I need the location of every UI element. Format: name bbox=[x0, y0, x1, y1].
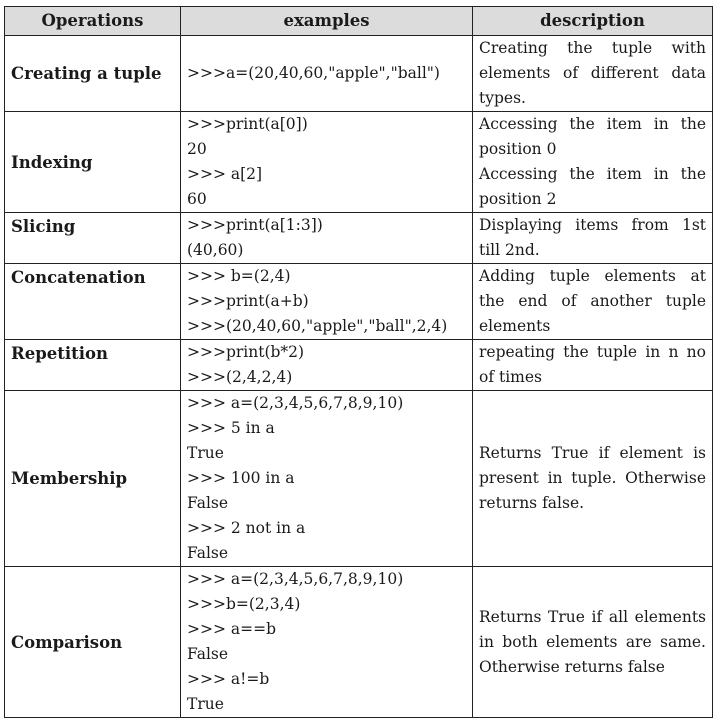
example-line: >>> a[2] bbox=[187, 165, 263, 183]
example-cell bbox=[181, 213, 473, 264]
operation-name: Slicing bbox=[5, 213, 181, 264]
example-line: >>> a==b bbox=[187, 620, 277, 638]
description-cell bbox=[473, 391, 713, 567]
description-cell bbox=[473, 567, 713, 718]
tuple-operations-table-container bbox=[4, 6, 712, 718]
example-line: >>> 2 not in a bbox=[187, 519, 306, 537]
example-line: False bbox=[187, 645, 229, 663]
example-line: >>>a=(20,40,60,"apple","ball") bbox=[187, 64, 440, 82]
example-cell bbox=[181, 391, 473, 567]
example-line: >>>(2,4,2,4) bbox=[187, 368, 293, 386]
table-row bbox=[5, 340, 713, 391]
header-operations: Operations bbox=[5, 7, 181, 36]
operation-name: Repetition bbox=[5, 340, 181, 391]
operation-name: Creating a tuple bbox=[5, 36, 181, 112]
table-row bbox=[5, 36, 713, 112]
table-row bbox=[5, 112, 713, 213]
operation-name: Membership bbox=[5, 391, 181, 567]
tuple-operations-table bbox=[4, 6, 713, 718]
operation-name: Concatenation bbox=[5, 264, 181, 340]
operation-name: Indexing bbox=[5, 112, 181, 213]
example-line: >>> b=(2,4) bbox=[187, 267, 291, 285]
description-text: Accessing the item in the position 0 bbox=[479, 115, 706, 158]
example-line: >>> a!=b bbox=[187, 670, 270, 688]
description-text: Adding tuple elements at the end of another tuple elements bbox=[479, 267, 706, 335]
example-cell bbox=[181, 36, 473, 112]
example-cell bbox=[181, 340, 473, 391]
table-row bbox=[5, 391, 713, 567]
example-line: 60 bbox=[187, 190, 207, 208]
example-line: >>>print(b*2) bbox=[187, 343, 305, 361]
header-row bbox=[5, 7, 713, 36]
example-cell bbox=[181, 112, 473, 213]
description-text: Returns True if element is present in tuple. Otherwise returns false. bbox=[479, 444, 706, 512]
header-description: description bbox=[473, 7, 713, 36]
example-cell bbox=[181, 567, 473, 718]
example-line: False bbox=[187, 494, 229, 512]
example-line: >>> 100 in a bbox=[187, 469, 295, 487]
table-row bbox=[5, 567, 713, 718]
header-examples: examples bbox=[181, 7, 473, 36]
description-text: repeating the tuple in n no of times bbox=[479, 343, 706, 386]
example-line: >>>print(a[1:3]) bbox=[187, 216, 323, 234]
description-text: Returns True if all elements in both elements are same. Otherwise returns false bbox=[479, 607, 706, 676]
description-text: Creating the tuple with elements of different data types. bbox=[479, 39, 706, 107]
description-cell bbox=[473, 112, 713, 213]
example-line: >>>b=(2,3,4) bbox=[187, 595, 301, 613]
example-line: >>>print(a[0]) bbox=[187, 115, 308, 133]
operation-name: Comparison bbox=[5, 567, 181, 718]
description-cell bbox=[473, 340, 713, 391]
description-text: Displaying items from 1st till 2nd. bbox=[479, 216, 706, 259]
example-cell bbox=[181, 264, 473, 340]
example-line: >>> 5 in a bbox=[187, 419, 275, 437]
description-cell bbox=[473, 264, 713, 340]
description-cell bbox=[473, 213, 713, 264]
example-line: True bbox=[187, 444, 224, 462]
description-text: Accessing the item in the position 2 bbox=[479, 165, 706, 208]
example-line: (40,60) bbox=[187, 241, 244, 259]
example-line: True bbox=[187, 695, 224, 713]
table-row bbox=[5, 213, 713, 264]
description-cell bbox=[473, 36, 713, 112]
example-line: >>> a=(2,3,4,5,6,7,8,9,10) bbox=[187, 570, 404, 588]
example-line: >>> a=(2,3,4,5,6,7,8,9,10) bbox=[187, 394, 404, 412]
table-row bbox=[5, 264, 713, 340]
example-line: 20 bbox=[187, 140, 207, 158]
example-line: >>>(20,40,60,"apple","ball",2,4) bbox=[187, 317, 448, 335]
example-line: False bbox=[187, 544, 229, 562]
example-line: >>>print(a+b) bbox=[187, 292, 309, 310]
